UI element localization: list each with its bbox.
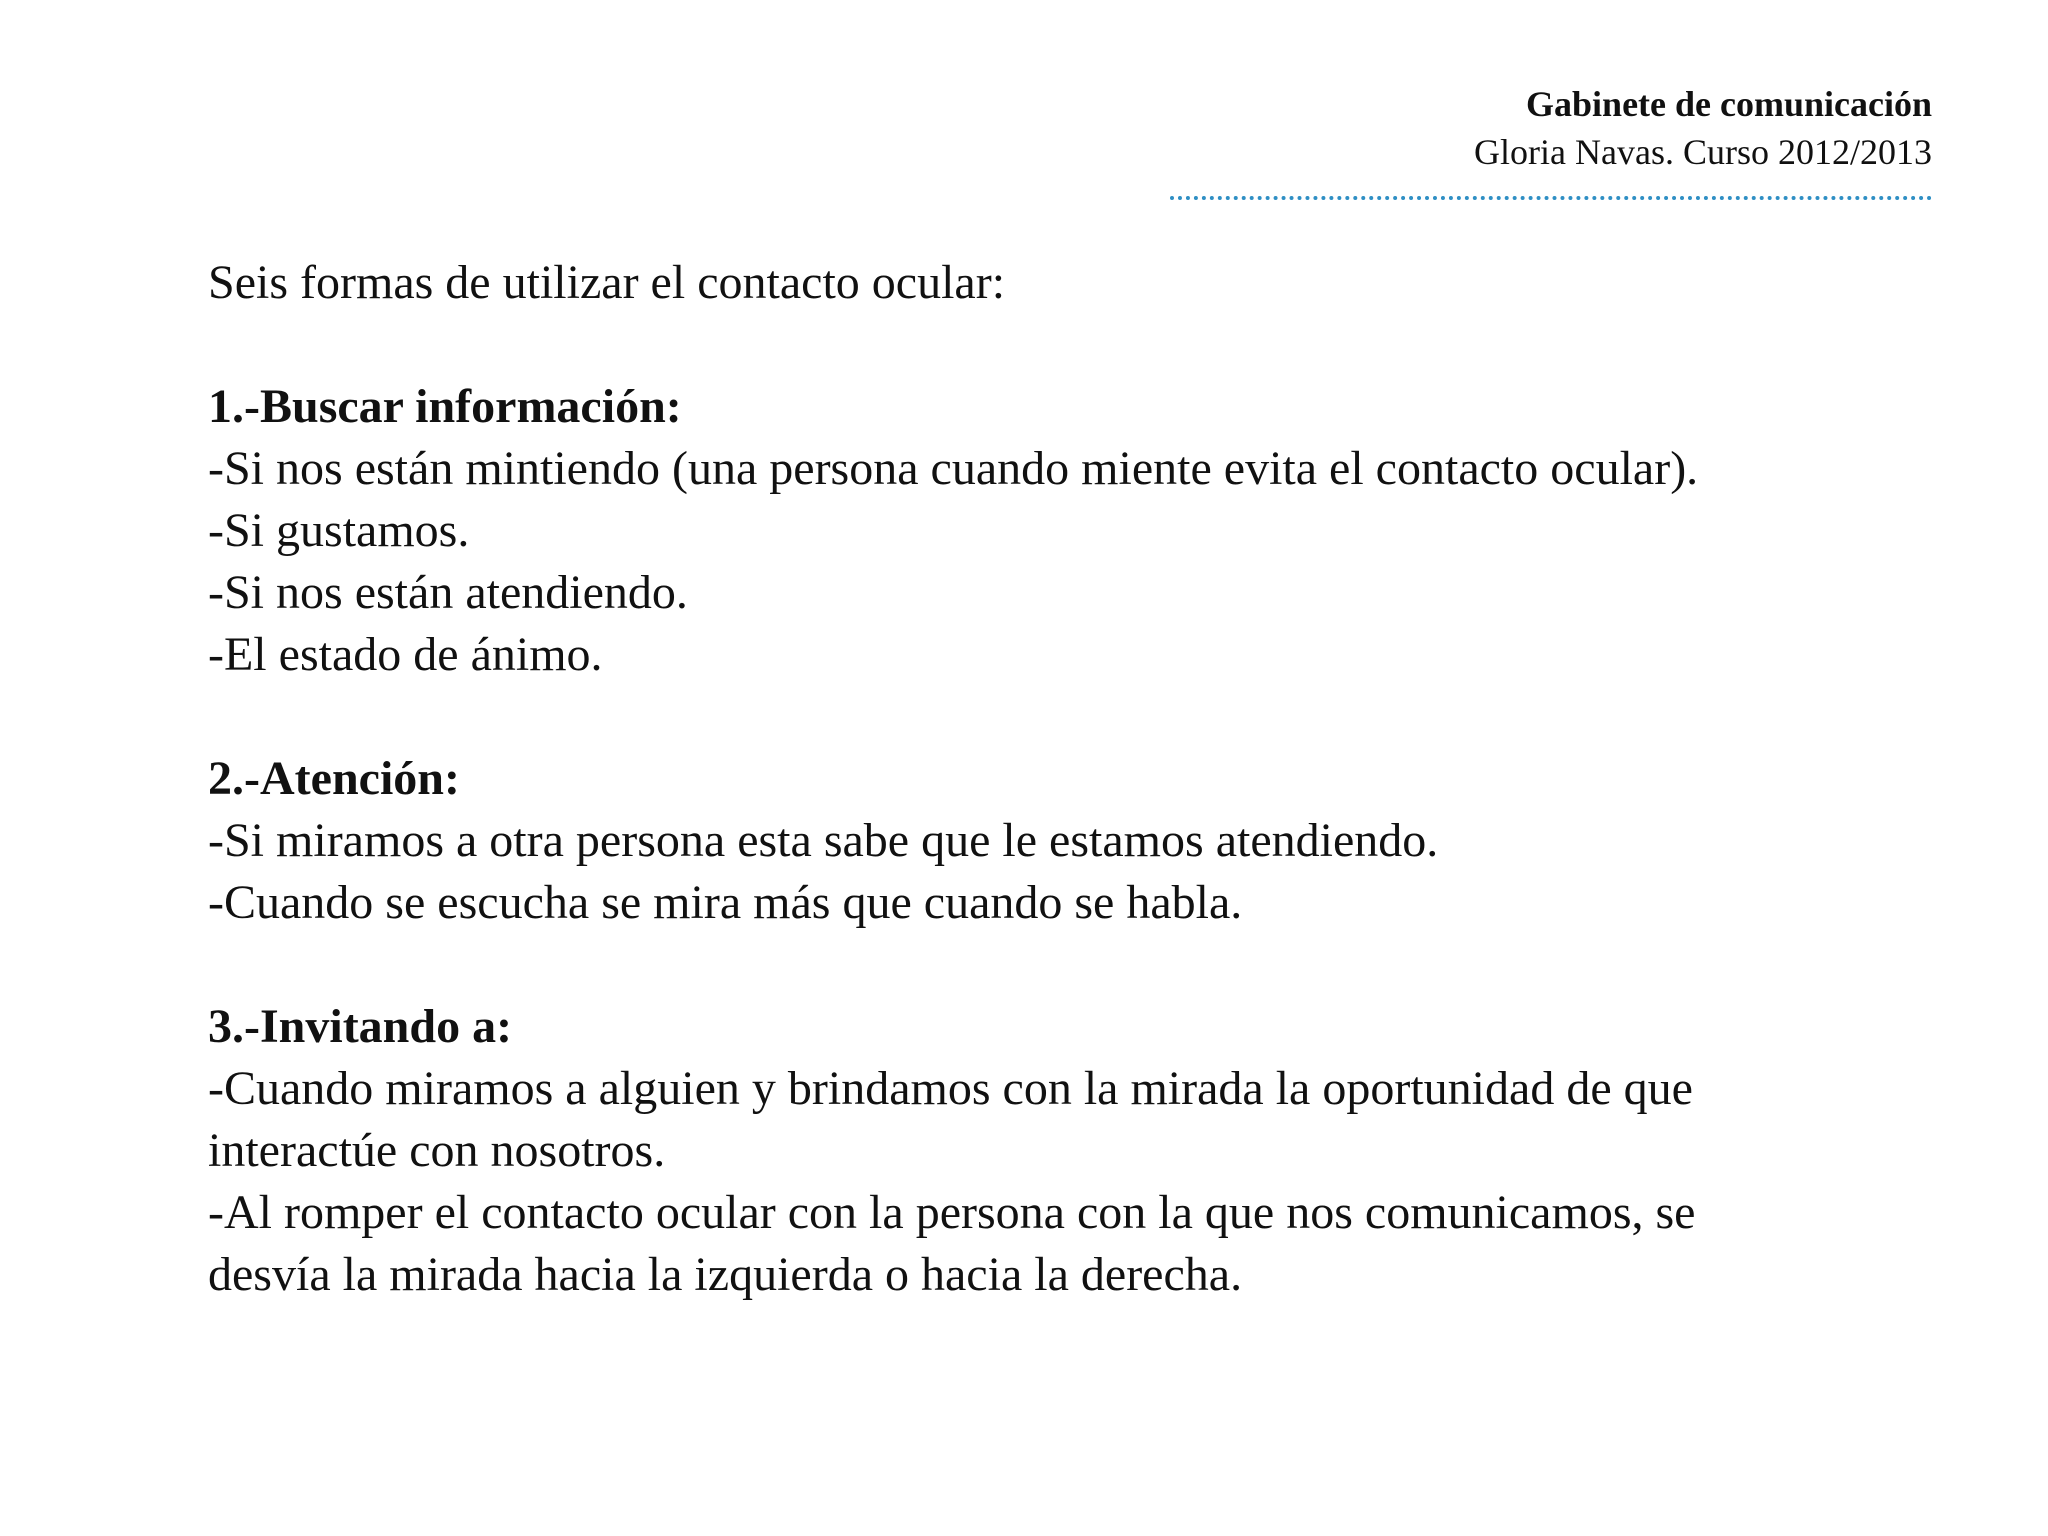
section-line: interactúe con nosotros. xyxy=(208,1124,666,1177)
section-line: -El estado de ánimo. xyxy=(208,628,603,681)
header-title: Gabinete de comunicación xyxy=(1526,84,1932,124)
intro-text: Seis formas de utilizar el contacto ocular: xyxy=(208,256,1006,309)
section-line: -Cuando miramos a alguien y brindamos con la mirada la oportunidad de que xyxy=(208,1062,1693,1115)
section-line: -Cuando se escucha se mira más que cuando se habla. xyxy=(208,876,1243,929)
header-subtitle: Gloria Navas. Curso 2012/2013 xyxy=(1474,132,1932,172)
section-line: -Si miramos a otra persona esta sabe que le estamos atendiendo. xyxy=(208,814,1439,867)
page-header xyxy=(1474,80,1932,176)
section-line: desvía la mirada hacia la izquierda o hacia la derecha. xyxy=(208,1248,1243,1301)
section-line: -Si nos están atendiendo. xyxy=(208,566,688,619)
section-heading: 3.-Invitando a: xyxy=(208,1000,513,1053)
section-line: -Si gustamos. xyxy=(208,504,470,557)
section-line: -Al romper el contacto ocular con la persona con la que nos comunicamos, se xyxy=(208,1186,1696,1239)
section-heading: 1.-Buscar información: xyxy=(208,380,682,433)
dotted-divider xyxy=(1170,196,1932,200)
document-body xyxy=(208,252,1908,1306)
section-heading: 2.-Atención: xyxy=(208,752,460,805)
section-line: -Si nos están mintiendo (una persona cuando miente evita el contacto ocular). xyxy=(208,442,1699,495)
